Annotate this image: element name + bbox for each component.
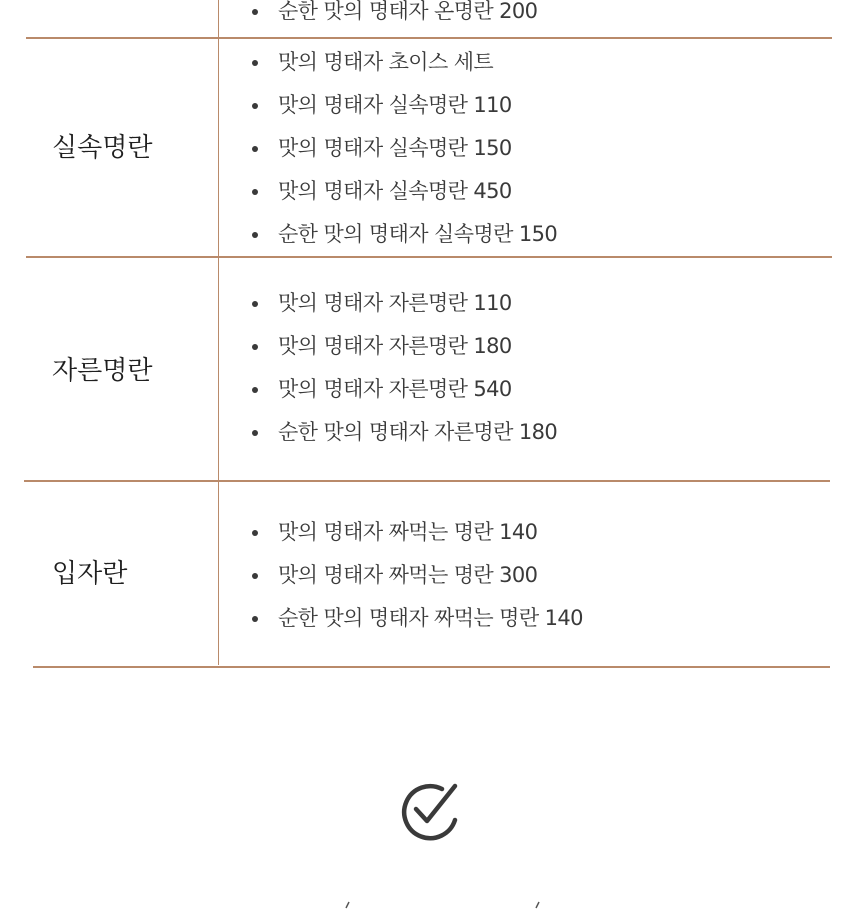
category-label: 실속명란 <box>52 133 153 163</box>
bullet-icon <box>252 387 258 393</box>
item-label: 맛의 명태자 자른명란 180 <box>278 334 512 358</box>
list-item <box>248 511 583 554</box>
bullet-icon <box>252 60 258 66</box>
item-list-row-1 <box>248 41 557 256</box>
item-list-row-2 <box>248 282 557 454</box>
list-item <box>248 213 557 256</box>
item-label: 맛의 명태자 실속명란 150 <box>278 136 512 160</box>
list-item <box>248 411 557 454</box>
list-item <box>248 282 557 325</box>
bullet-icon <box>252 301 258 307</box>
item-label: 순한 맛의 명태자 자른명란 180 <box>278 420 558 444</box>
item-label: 맛의 명태자 자른명란 110 <box>278 291 512 315</box>
bullet-icon <box>252 103 258 109</box>
list-item <box>248 554 583 597</box>
row-divider <box>26 256 832 258</box>
bullet-icon <box>252 344 258 350</box>
row-divider <box>33 666 830 668</box>
row-divider <box>26 37 832 39</box>
bullet-icon <box>252 146 258 152</box>
item-label: 순한 맛의 명태자 실속명란 150 <box>278 222 558 246</box>
item-label: 맛의 명태자 실속명란 110 <box>278 93 512 117</box>
category-label: 자른명란 <box>52 356 153 386</box>
list-item <box>248 368 557 411</box>
bullet-icon <box>252 9 258 15</box>
item-label: 맛의 명태자 초이스 세트 <box>278 50 494 74</box>
item-label: 맛의 명태자 실속명란 450 <box>278 179 512 203</box>
list-item <box>248 325 557 368</box>
bullet-icon <box>252 573 258 579</box>
item-label: 맛의 명태자 짜먹는 명란 300 <box>278 563 538 587</box>
cutoff-quote-mark <box>535 900 541 909</box>
bullet-icon <box>252 616 258 622</box>
list-item <box>248 170 557 213</box>
item-list-row-0 <box>248 0 537 33</box>
list-item <box>248 84 557 127</box>
category-label: 입자란 <box>52 559 128 589</box>
list-item <box>248 127 557 170</box>
bullet-icon <box>252 430 258 436</box>
cutoff-quote-mark <box>345 900 351 909</box>
item-label: 순한 맛의 명태자 짜먹는 명란 140 <box>278 606 583 630</box>
bullet-icon <box>252 530 258 536</box>
item-list-row-3 <box>248 511 583 640</box>
item-label: 맛의 명태자 자른명란 540 <box>278 377 512 401</box>
row-divider <box>24 480 830 482</box>
check-circle-icon <box>398 780 460 842</box>
bullet-icon <box>252 232 258 238</box>
list-item <box>248 41 557 84</box>
column-divider <box>218 0 219 665</box>
list-item <box>248 597 583 640</box>
item-label: 맛의 명태자 짜먹는 명란 140 <box>278 520 538 544</box>
bullet-icon <box>252 189 258 195</box>
item-label: 순한 맛의 명태자 온명란 200 <box>278 0 538 23</box>
list-item <box>248 0 537 33</box>
